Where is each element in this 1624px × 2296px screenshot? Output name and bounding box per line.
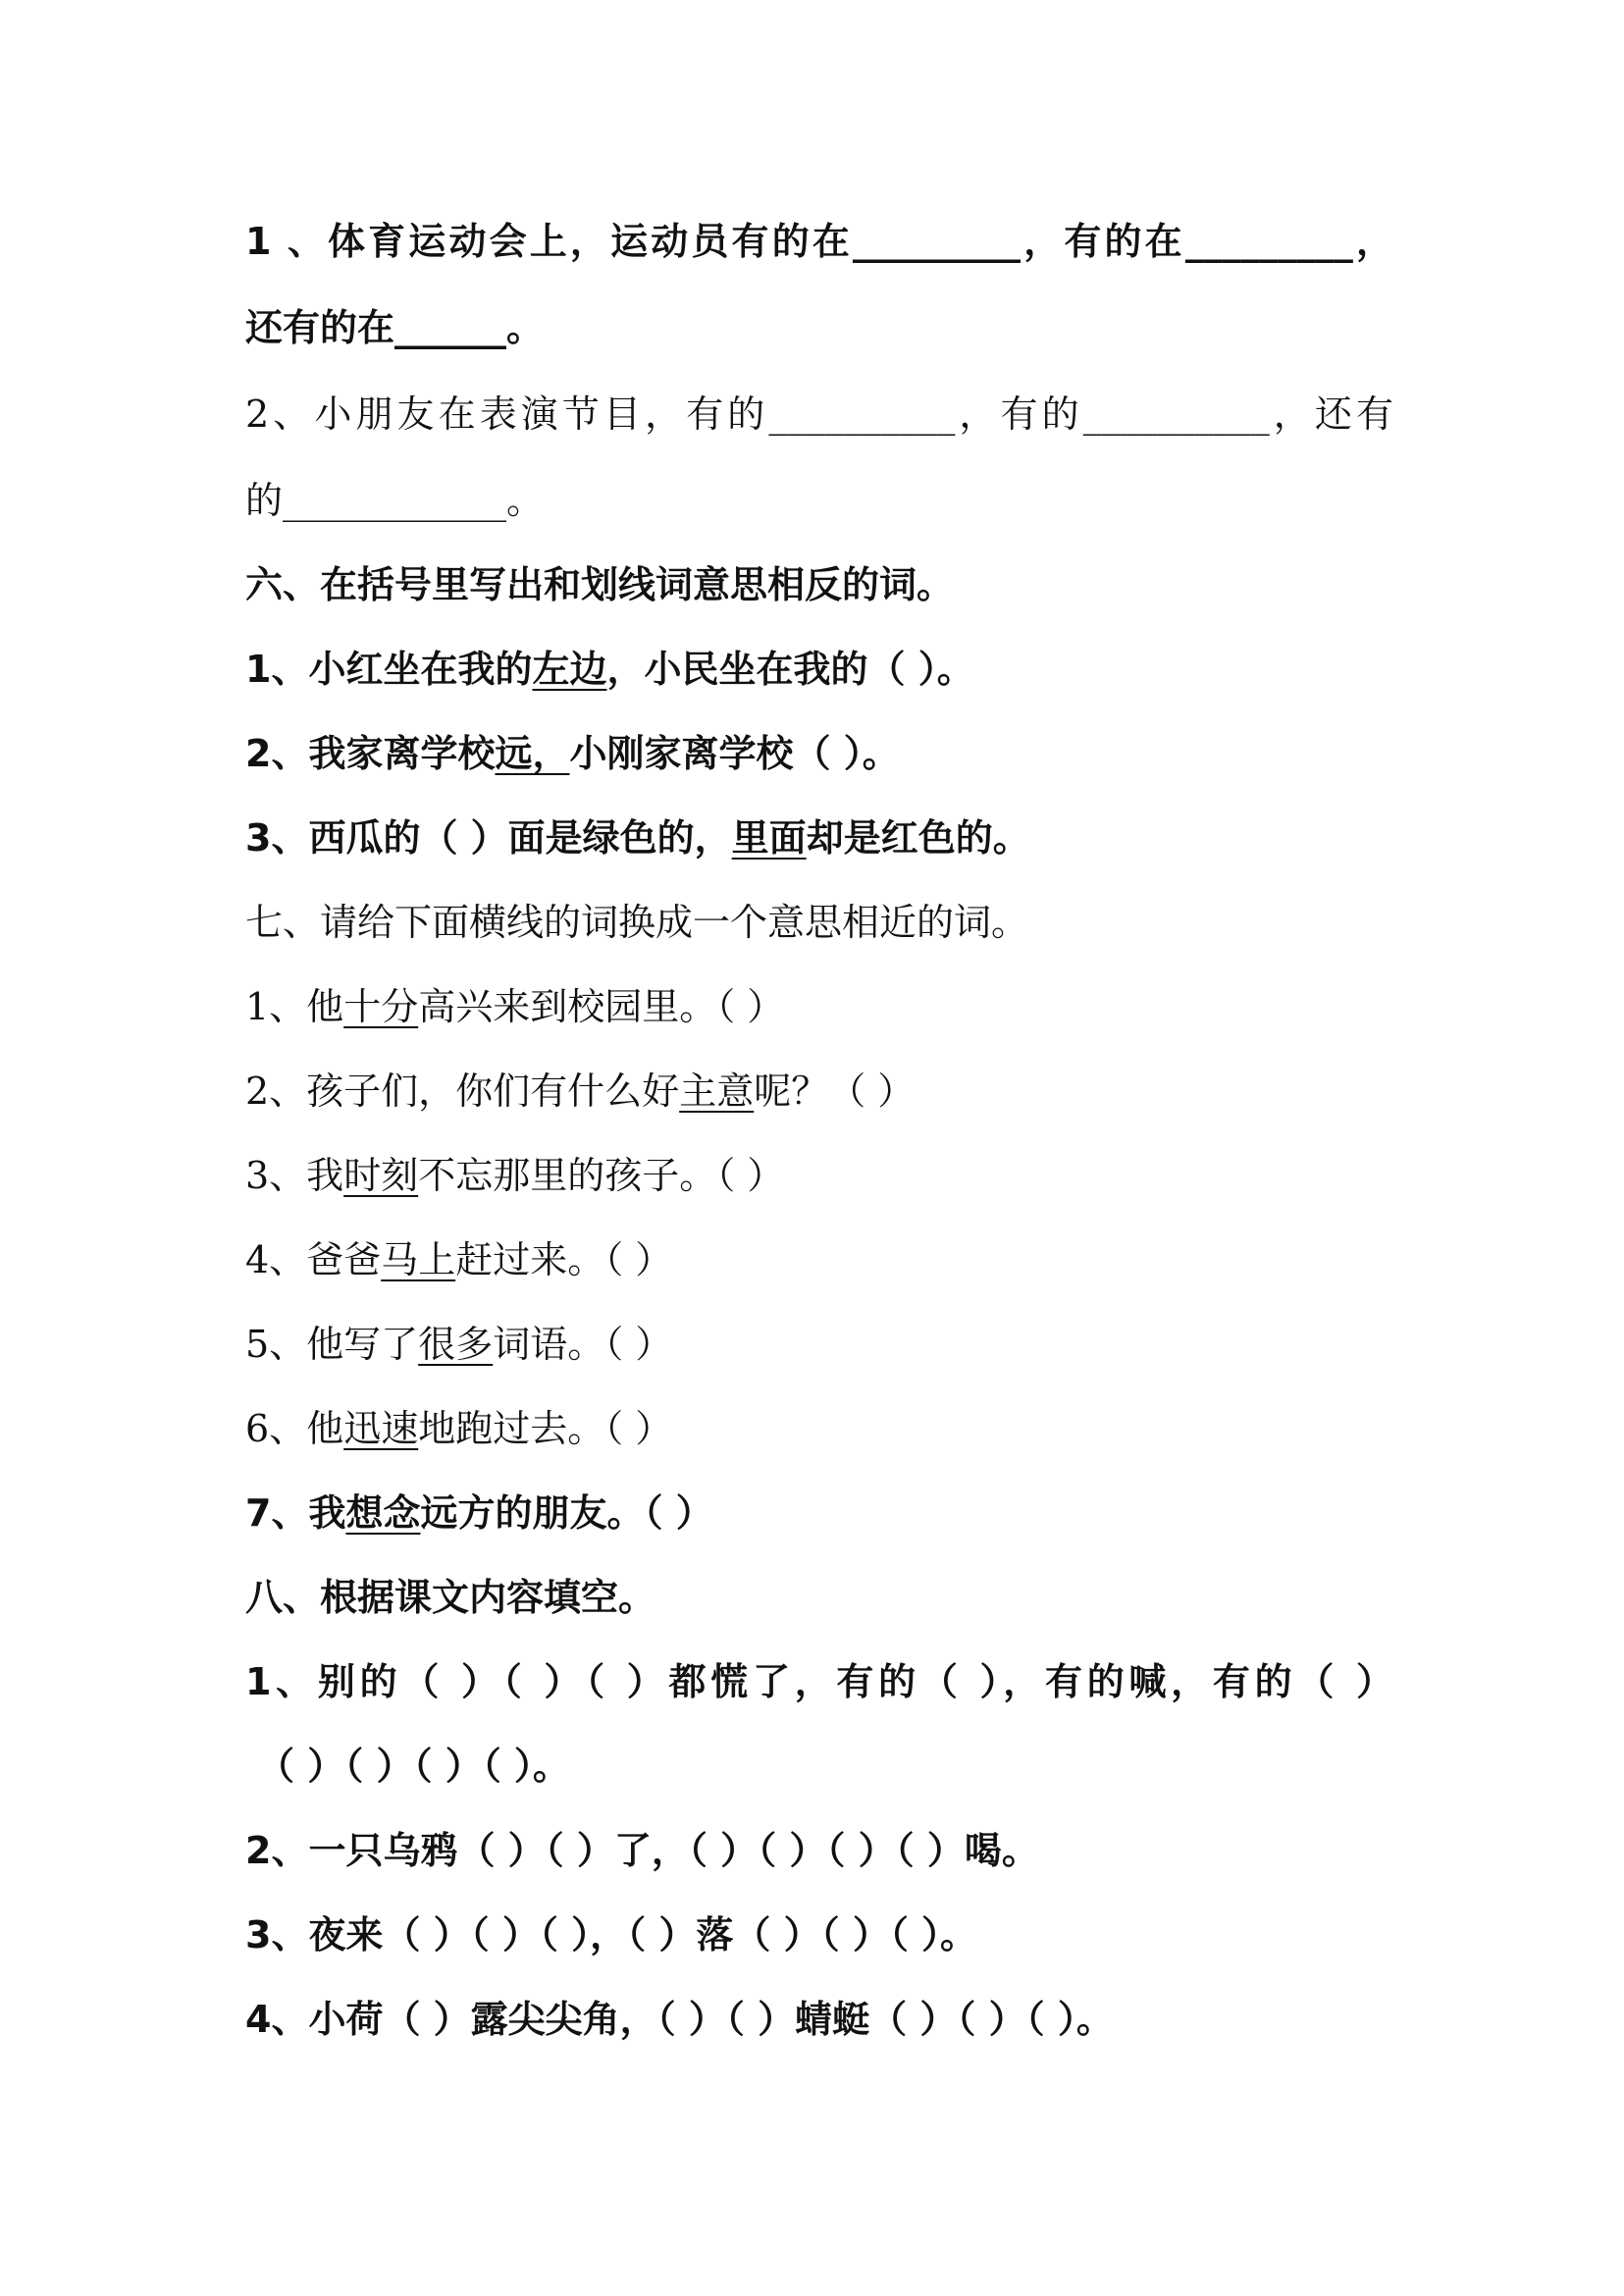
q2-line2-text: 的 — [245, 479, 284, 522]
section8-item-4: 4、小荷（ ）露尖尖角，（ ）（ ）蜻蜓（ ）（ ）（ ）。 — [245, 1998, 1114, 2041]
section6-item-2 — [245, 728, 1393, 779]
section6-item-1 — [245, 644, 1393, 695]
q2-blank-1: __________ — [768, 392, 956, 436]
item-text: 1、小红坐在我的 — [245, 648, 533, 691]
underlined-word: 时刻 — [343, 1154, 419, 1197]
q1-line2 — [245, 302, 1393, 353]
item-text: 6、他 — [245, 1407, 344, 1450]
item-text-after: 远方的朋友。（ ） — [420, 1491, 713, 1535]
q1-line2-end: 。 — [506, 306, 545, 349]
q2-line1 — [245, 389, 1393, 440]
item-text: 2、孩子们，你们有什么好 — [245, 1070, 680, 1113]
item-text-after: ，小民坐在我的（ ）。 — [606, 648, 974, 691]
section7-item-1 — [245, 981, 1393, 1032]
item-text-after: 不忘那里的孩子。（ ） — [418, 1154, 785, 1197]
item-text-after: 词语。（ ） — [493, 1323, 673, 1366]
section7-item-7 — [245, 1487, 1393, 1539]
q1-line1 — [245, 216, 1393, 267]
underlined-word: 里面 — [731, 816, 807, 860]
section8-heading: 八、根据课文内容填空。 — [245, 1576, 656, 1619]
section7-item-6 — [245, 1403, 1393, 1454]
q1-blank-1: _________ — [853, 220, 1022, 263]
section7-heading: 七、请给下面横线的词换成一个意思相近的词。 — [245, 901, 1029, 944]
section8-item-3: 3、夜来（ ）（ ）（ ），（ ）落（ ）（ ）（ ）。 — [245, 1913, 978, 1957]
q2-line2-end: 。 — [506, 479, 545, 522]
section8-item-1-cont: （ ）（ ）（ ）（ ）。 — [257, 1745, 570, 1788]
item-text: 5、他写了 — [245, 1323, 419, 1366]
q2-blank-2: __________ — [1082, 392, 1270, 436]
item-text: 3、我 — [245, 1154, 344, 1197]
q2-text-end: ，还有 — [1269, 392, 1393, 436]
q1-text-end: ， — [1352, 220, 1393, 263]
item-text: 7、我 — [245, 1491, 346, 1535]
item-text-after: 赶过来。（ ） — [455, 1238, 673, 1281]
q1-blank-3: ______ — [394, 306, 507, 349]
q2-line2 — [245, 475, 1393, 526]
underlined-word: 很多 — [418, 1323, 494, 1366]
underlined-word: 左边 — [532, 648, 607, 691]
section6-heading: 六、在括号里写出和划线词意思相反的词。 — [245, 563, 955, 606]
section8-item-2: 2、一只乌鸦（ ）（ ）了，（ ）（ ）（ ）（ ）喝。 — [245, 1829, 1039, 1872]
section7-item-4 — [245, 1234, 1393, 1285]
item-text: 2、我家离学校 — [245, 732, 496, 775]
q1-text: 1 、体育运动会上，运动员有的在 — [245, 220, 854, 263]
item-text-after: 地跑过去。（ ） — [418, 1407, 673, 1450]
q1-text-mid: ，有的在 — [1021, 220, 1185, 263]
item-text: 3、西瓜的（ ）面是绿色的， — [245, 816, 732, 860]
underlined-word: 远， — [495, 732, 570, 775]
section8-item-1: 1、别的（ ）（ ）（ ）都慌了，有的（ ），有的喊，有的（ ） — [245, 1660, 1393, 1703]
section7-item-3 — [245, 1150, 1393, 1201]
item-text-after: 却是红色的。 — [806, 816, 1030, 860]
item-text-after: 高兴来到校园里。（ ） — [418, 985, 785, 1028]
q1-blank-2: _________ — [1184, 220, 1353, 263]
underlined-word: 迅速 — [343, 1407, 419, 1450]
underlined-word: 想念 — [345, 1491, 421, 1535]
section7-item-5 — [245, 1319, 1393, 1370]
item-text-after: 小刚家离学校（ ）。 — [569, 732, 900, 775]
item-text: 4、爸爸 — [245, 1238, 382, 1281]
section7-item-2 — [245, 1066, 1393, 1117]
q2-blank-3: ____________ — [283, 479, 507, 522]
q1-line2-text: 还有的在 — [245, 306, 395, 349]
section6-item-3 — [245, 812, 1393, 863]
underlined-word: 马上 — [381, 1238, 456, 1281]
q2-text: 2、小朋友在表演节目，有的 — [245, 392, 769, 436]
item-text: 1、他 — [245, 985, 344, 1028]
item-text-after: 呢？（ ） — [754, 1070, 916, 1113]
underlined-word: 主意 — [679, 1070, 755, 1113]
underlined-word: 十分 — [343, 985, 419, 1028]
q2-text-mid: ，有的 — [955, 392, 1083, 436]
